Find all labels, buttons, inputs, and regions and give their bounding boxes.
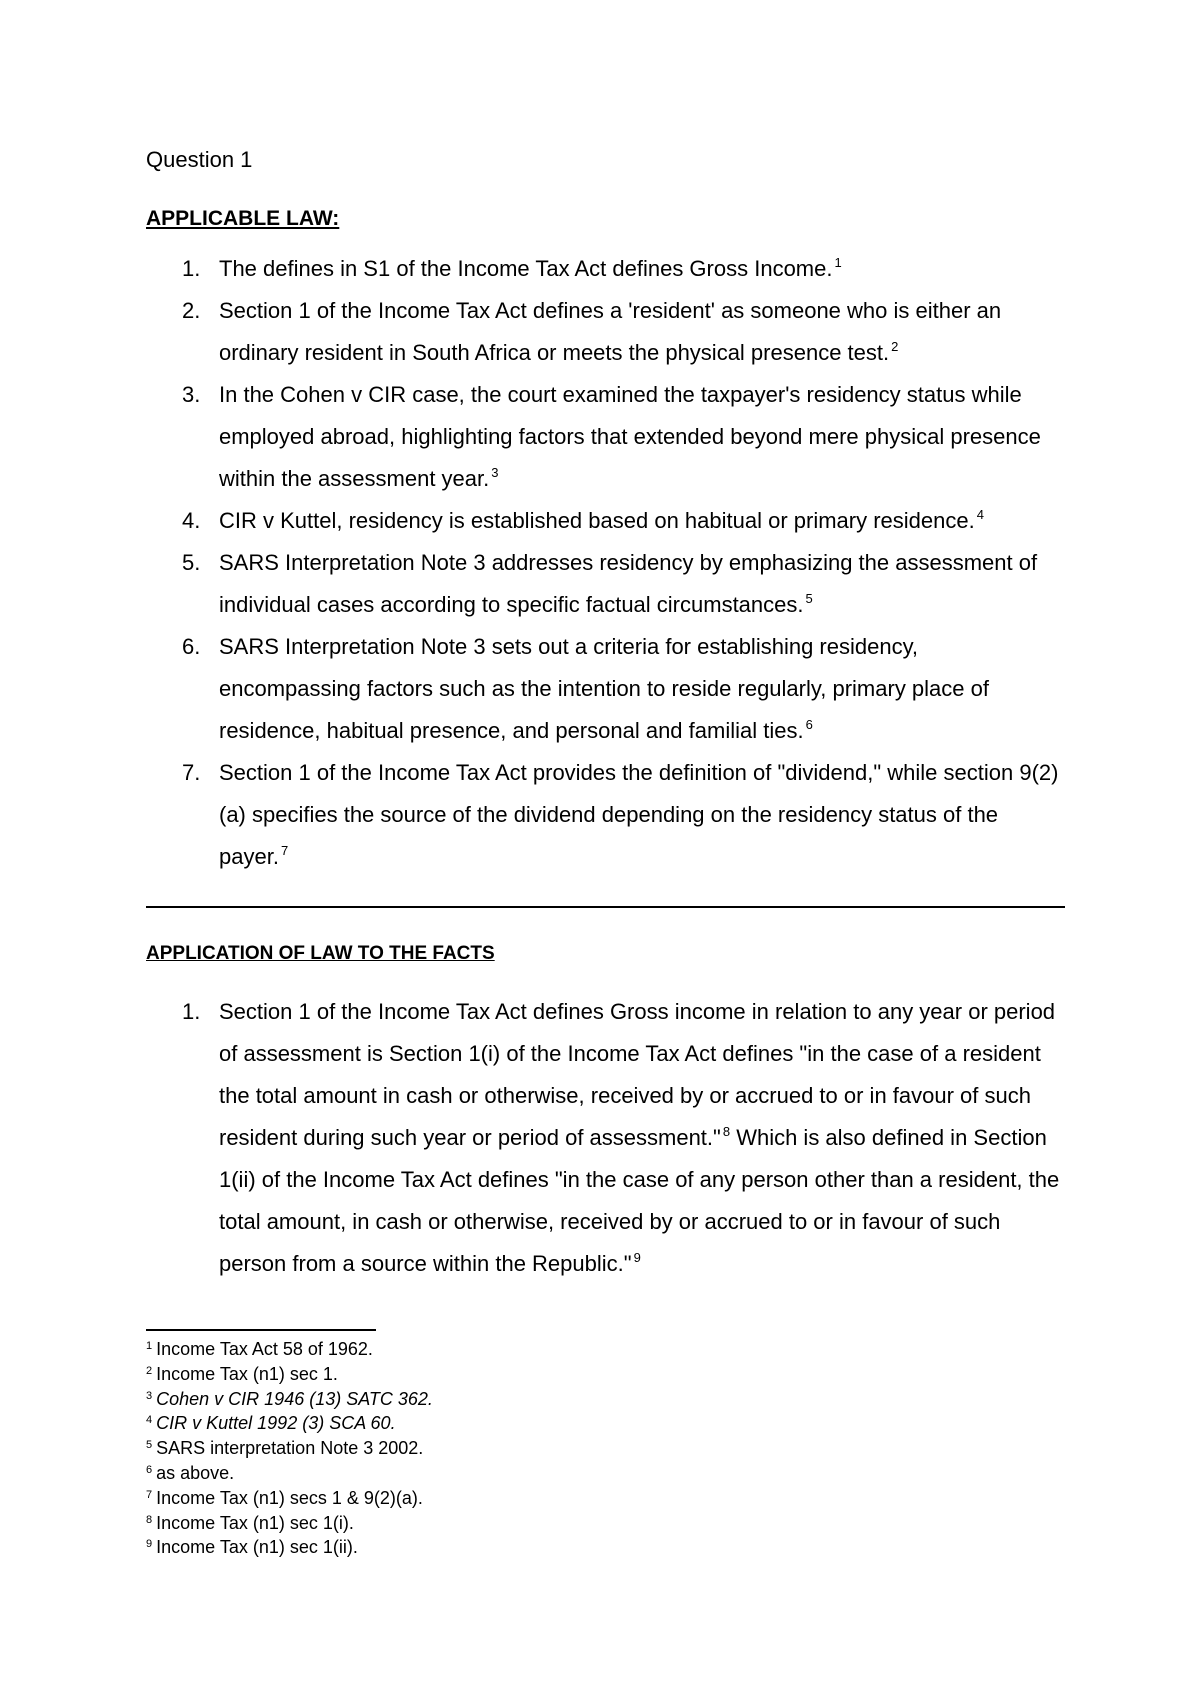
law-item-2 <box>146 290 1066 374</box>
footnote-text: Income Tax (n1) sec 1(i). <box>156 1512 354 1533</box>
footnote-1 <box>146 1337 1066 1362</box>
footnotes-list <box>146 1337 1066 1560</box>
footnote-reference[interactable]: 1 <box>834 255 842 270</box>
footnote-8 <box>146 1511 1066 1536</box>
list-number: 1. <box>182 999 201 1024</box>
footnote-reference[interactable]: 6 <box>805 717 813 732</box>
footnote-reference[interactable]: 9 <box>633 1250 641 1265</box>
footnote-reference[interactable]: 8 <box>722 1124 731 1139</box>
application-list <box>146 991 1066 1285</box>
footnote-6 <box>146 1461 1066 1486</box>
footnote-text: CIR v Kuttel 1992 (3) SCA 60. <box>156 1413 396 1434</box>
footnote-mark: 3 <box>146 1389 153 1402</box>
footnote-5 <box>146 1436 1066 1461</box>
page-title: Question 1 <box>146 147 253 172</box>
footnote-reference[interactable]: 4 <box>976 507 984 522</box>
list-number: 4. <box>182 508 201 533</box>
applicable-law-list <box>146 248 1066 878</box>
law-item-5 <box>146 542 1066 626</box>
section-divider <box>146 906 1065 908</box>
applicable-law-heading: APPLICABLE LAW: <box>146 207 340 230</box>
list-number: 2. <box>182 298 201 323</box>
footnote-9 <box>146 1535 1066 1560</box>
footnote-7 <box>146 1486 1066 1511</box>
footnote-separator <box>146 1329 376 1331</box>
footnote-2 <box>146 1362 1066 1387</box>
footnote-3 <box>146 1387 1066 1412</box>
footnote-mark: 9 <box>146 1538 153 1551</box>
law-item-text: SARS Interpretation Note 3 addresses residency by emphasizing the assessment of individual cases according to specific factual circumstances. <box>219 550 1038 617</box>
footnote-mark: 6 <box>146 1463 153 1476</box>
footnote-4 <box>146 1411 1066 1436</box>
footnote-reference[interactable]: 2 <box>891 339 899 354</box>
list-number: 6. <box>182 634 201 659</box>
footnote-reference[interactable]: 5 <box>805 591 813 606</box>
law-item-1 <box>146 248 1066 290</box>
footnote-text: Income Tax (n1) sec 1(ii). <box>156 1537 358 1558</box>
footnote-text: as above. <box>156 1462 235 1483</box>
footnote-mark: 4 <box>146 1414 153 1427</box>
application-heading: APPLICATION OF LAW TO THE FACTS <box>146 943 495 964</box>
law-item-text: Section 1 of the Income Tax Act defines a 'resident' as someone who is either an ordinary resident in South Africa or meets the physical presence test. <box>219 298 1002 365</box>
list-number: 3. <box>182 382 201 407</box>
application-text-part-1: Section 1 of the Income Tax Act defines Gross income in relation to any year or period of assessment is Section 1(i) of the Income Tax Act defines "in the case of a resident the total amount in cash or otherwise, received by or accrued to or in favour of such resident during such year or period of assessment." <box>219 999 1056 1150</box>
law-item-text: In the Cohen v CIR case, the court examined the taxpayer's residency status while employed abroad, highlighting factors that extended beyond mere physical presence within the assessment year. <box>219 382 1041 491</box>
footnote-reference[interactable]: 7 <box>280 843 289 858</box>
footnote-text: Income Tax (n1) sec 1. <box>156 1363 338 1384</box>
law-item-text: Section 1 of the Income Tax Act provides the definition of "dividend," while section 9(2)(a) specifies the source of the dividend depending on the residency status of the payer. <box>219 760 1059 869</box>
law-item-6 <box>146 626 1066 752</box>
law-item-3 <box>146 374 1066 500</box>
application-text-part-2: Which is also defined in Section 1(ii) of the Income Tax Act defines "in the case of any person other than a resident, the total amount, in cash or otherwise, received by or accrued to or in favour of such person from a source within the Republic." <box>219 1125 1060 1276</box>
footnote-reference[interactable]: 3 <box>491 465 499 480</box>
list-number: 5. <box>182 550 201 575</box>
footnote-text: Income Tax (n1) secs 1 & 9(2)(a). <box>156 1487 423 1508</box>
law-item-text: The defines in S1 of the Income Tax Act defines Gross Income. <box>219 256 833 281</box>
footnote-mark: 1 <box>146 1340 153 1352</box>
list-number: 1. <box>182 256 201 281</box>
footnote-text: Cohen v CIR 1946 (13) SATC 362. <box>156 1388 433 1409</box>
footnote-mark: 5 <box>146 1439 153 1452</box>
law-item-text: SARS Interpretation Note 3 sets out a criteria for establishing residency, encompassing factors such as the intention to reside regularly, primary place of residence, habitual presence, and personal and familial ties. <box>219 634 989 743</box>
law-item-4 <box>146 500 1066 542</box>
footnote-mark: 2 <box>146 1364 153 1377</box>
footnote-mark: 7 <box>146 1488 153 1501</box>
list-number: 7. <box>182 760 201 785</box>
application-item-1 <box>146 991 1066 1285</box>
law-item-7 <box>146 752 1066 878</box>
footnote-text: SARS interpretation Note 3 2002. <box>156 1438 424 1459</box>
law-item-text: CIR v Kuttel, residency is established based on habitual or primary residence. <box>219 508 975 533</box>
footnote-text: Income Tax Act 58 of 1962. <box>156 1339 373 1359</box>
footnote-mark: 8 <box>146 1513 153 1526</box>
